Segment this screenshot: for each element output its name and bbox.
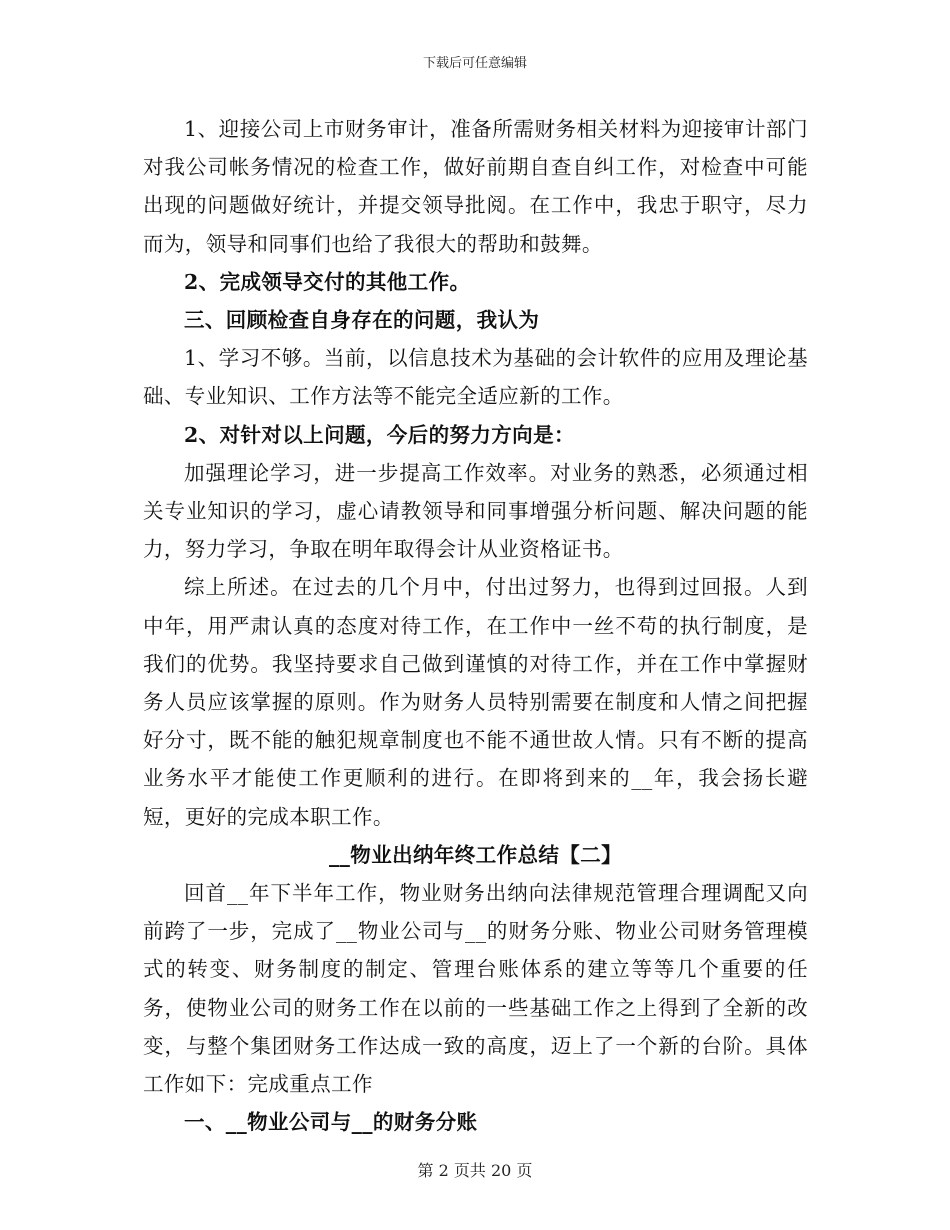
item-2-heading: 2、完成领导交付的其他工作。 — [184, 269, 471, 294]
paragraph-learning: 1、学习不够。当前，以信息技术为基础的会计软件的应用及理论基础、专业知识、工作方法等不能完全适应新的工作。 — [143, 346, 808, 409]
page-header: 下载后可任意编辑 — [422, 56, 527, 71]
paragraph-summary: 综上所述。在过去的几个月中，付出过努力，也得到过回报。人到中年，用严肃认真的态度对待工作，在工作中一丝不苟的执行制度，是我们的优势。我坚持要求自己做到谨慎的对待工作，并在工作中掌握财务人员应该掌握的原则。作为财务人员特别需要在制度和人情之间把握好分寸，既不能的触犯规章制度也不能不通世故人情。只有不断的提高业务水平才能使工作更顺利的进行。在即将到来的__年，我会扬长避短，更好的完成本职工作。 — [143, 575, 808, 829]
page-footer: 第 2 页共 20 页 — [417, 1161, 533, 1180]
paragraph-review: 回首__年下半年工作，物业财务出纳向法律规范管理合理调配又向前跨了一步，完成了__物业公司与__的财务分账、物业公司财务管理模式的转变、财务制度的制定、管理台账体系的建立等等几个重要的任务，使物业公司的财务工作在以前的一些基础工作之上得到了全新的改变，与整个集团财务工作达成一致的高度，迈上了一个新的台阶。具体工作如下：完成重点工作 — [143, 881, 808, 1097]
paragraph-theory-study: 加强理论学习，进一步提高工作效率。对业务的熟悉，必须通过相关专业知识的学习，虚心请教领导和同事增强分析问题、解决问题的能力，努力学习，争取在明年取得会计从业资格证书。 — [143, 460, 808, 562]
paragraph-item-1: 1、迎接公司上市财务审计，准备所需财务相关材料为迎接审计部门对我公司帐务情况的检查工作，做好前期自查自纠工作，对检查中可能出现的问题做好统计，并提交领导批阅。在工作中，我忠于职守，尽力而为，领导和同事们也给了我很大的帮助和鼓舞。 — [143, 117, 808, 256]
document-body — [143, 110, 808, 1141]
subsection-1-heading: 一、__物业公司与__的财务分账 — [184, 1110, 478, 1135]
section-title-two: __物业出纳年终工作总结【二】 — [329, 842, 622, 867]
improvement-heading: 2、对针对以上问题，今后的努力方向是： — [184, 422, 575, 447]
section-3-heading: 三、回顾检查自身存在的问题，我认为 — [184, 308, 540, 333]
